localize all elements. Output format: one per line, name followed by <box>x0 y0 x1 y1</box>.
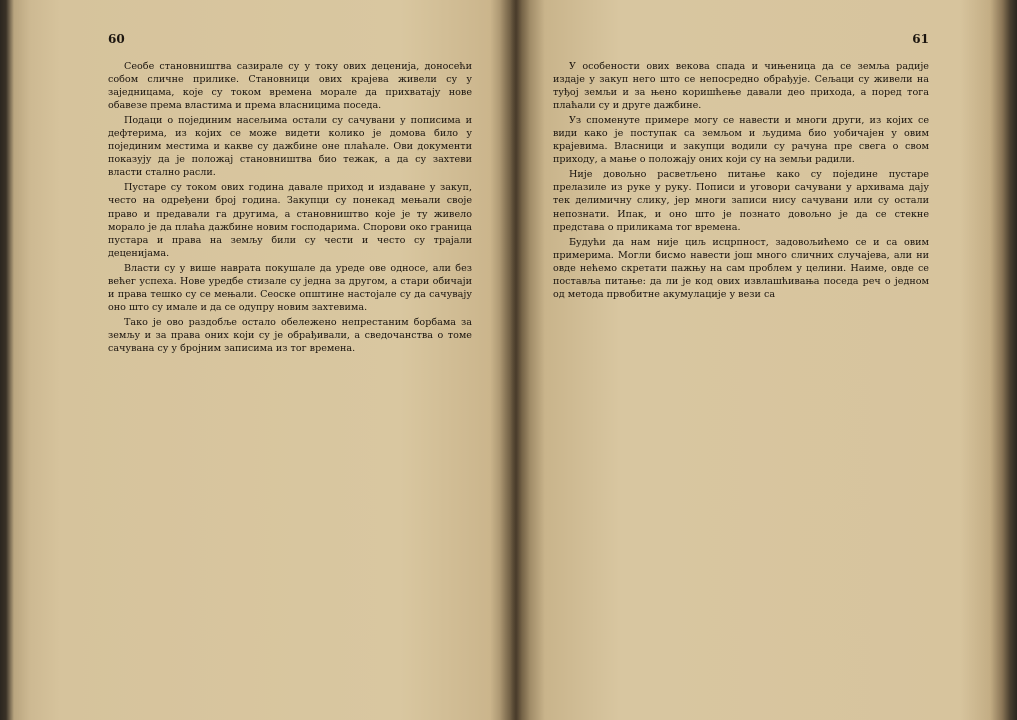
right-page <box>553 32 929 692</box>
book-gutter <box>500 0 530 720</box>
paragraph: Будући да нам није циљ исцрпност, задовољићемо се и са овим примерима. Могли бисмо навести још много сличних случајева, али ни овде нећемо скретати пажњу на сам проблем у целини. Наиме, овде се поставља питање: да ли је код ових извлашћивања поседа реч о једном од метода првобитне акумулације у вези са <box>553 236 929 300</box>
paragraph: Подаци о појединим насељима остали су сачувани у пописима и дефтерима, из којих се може видети колико је домова било у појединим местима и какве су дажбине оне плаћале. Ови документи показују да је положај становништва био тежак, а да су захтеви власти стално расли. <box>108 115 472 179</box>
right-page-text <box>553 60 929 692</box>
paragraph: У особености ових векова спада и чињеница да се земља радије издаје у закуп него што се непосредно обрађује. Сељаци су живели на туђој земљи и за њено коришћење давали део прихода, а поред тога плаћали су и друге дажбине. <box>553 61 929 112</box>
paragraph: Власти су у више наврата покушале да уреде ове односе, али без већег успеха. Нове уредбе стизале су једна за другом, а стари обичаји и права тешко су се мењали. Сеоске општине настојале су да сачувају оно што су имале и да се одупру новим захтевима. <box>108 262 472 313</box>
paragraph: Сеобе становништва сазирале су у току ових деценија, доносећи собом сличне прилике. Становници ових крајева живели су у заједницама, које су током времена морале да прихватају нове обавезе према властима и према власницима поседа. <box>108 61 472 112</box>
left-page-text <box>108 60 472 692</box>
page-number-left: 60 <box>108 32 125 46</box>
page-number-right: 61 <box>912 32 929 46</box>
paragraph: Пустаре су током ових година давале приход и издаване у закуп, често на одређени број година. Закупци су понекад мењали своје право и предавали га другима, а становништво које је ту живело морало је да плаћа дажбине новим господарима. Спорови око граница пустара и права на земљу били су чести и често су трајали деценијама. <box>108 182 472 259</box>
paragraph: Уз споменуте примере могу се навести и многи други, из којих се види како је поступак са земљом и људима био уобичајен у овим крајевима. Власници и закупци водили су рачуна пре свега о свом приходу, а мање о положају оних који су на земљи радили. <box>553 115 929 166</box>
paragraph: Тако је ово раздобље остало обележено непрестаним борбама за земљу и за права оних који су је обрађивали, а сведочанства о томе сачувана су у бројним записима из тог времена. <box>108 316 472 354</box>
paragraph: Није довољно расветљено питање како су поједине пустаре прелазиле из руке у руку. Пописи и уговори сачувани у архивама дају тек делимичну слику, јер многи записи нису сачувани или су остали непознати. Ипак, и оно што је познато довољно је да се стекне представа о приликама тог времена. <box>553 169 929 233</box>
left-page <box>108 32 472 692</box>
